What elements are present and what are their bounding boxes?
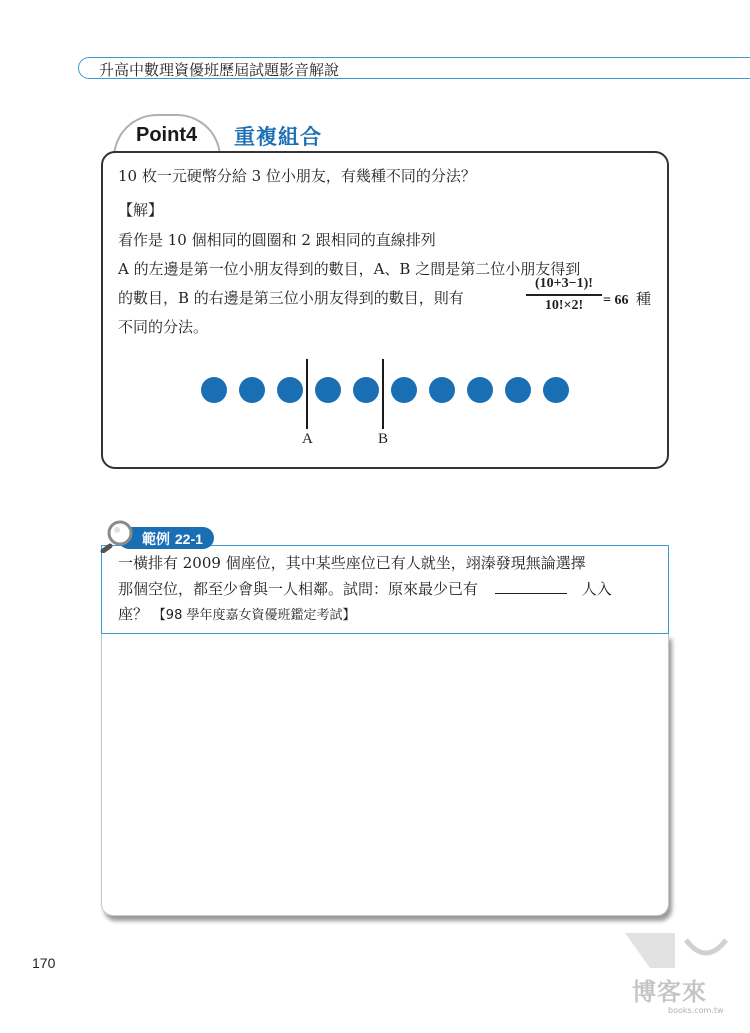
exam-source: 【98 學年度嘉女資優班鑑定考試】 [152,608,356,623]
circle-10 [543,377,569,403]
formula-fraction [526,275,602,315]
example-line-2-end: 人入 [581,580,612,598]
answer-area [101,634,669,916]
solution-line-2: A 的左邊是第一位小朋友得到的數目，A、B 之間是第二位小朋友得到 [118,260,581,278]
solution-line-4: 不同的分法。 [118,318,209,336]
circle-4 [315,377,341,403]
example-line-1: 一橫排有 2009 個座位，其中某些座位已有人就坐，翊溱發現無論選擇 [118,554,586,572]
page-number: 170 [32,955,56,971]
circle-2 [239,377,265,403]
question-text: 10 枚一元硬幣分給 3 位小朋友，有幾種不同的分法？ [118,167,476,185]
watermark-url: books.com.tw [668,1006,724,1015]
example-line-2 [118,579,612,599]
circle-9 [505,377,531,403]
circle-1 [201,377,227,403]
divider-label-b: B [378,431,389,447]
circle-8 [467,377,493,403]
divider-b [382,359,384,429]
answer-blank [495,580,567,594]
solution-line-3: 的數目，B 的右邊是第三位小朋友得到的數目，則有 [118,289,464,307]
circle-6 [391,377,417,403]
section-title: 重複組合 [234,125,322,149]
example-line-2-start: 那個空位，都至少會與一人相鄰。試問：原來最少已有 [118,580,479,598]
formula-numerator: (10+3−1)! [535,276,593,291]
circle-5 [353,377,379,403]
watermark-text: 博客來 [632,978,707,1006]
example-line-3-start: 座？ [118,605,149,623]
book-title: 升高中數理資優班歷屆試題影音解說 [99,61,340,79]
fraction-bar [526,294,602,296]
divider-a [306,359,308,429]
point-tab-label: Point4 [136,124,198,146]
formula-result-value: = 66 [603,293,629,308]
circle-3 [277,377,303,403]
solution-label: 【解】 [118,201,164,219]
solution-line-1: 看作是 10 個相同的圓圈和 2 跟相同的直線排列 [118,231,436,249]
formula-suffix: 種 [635,290,651,308]
circle-7 [429,377,455,403]
running-header [78,57,750,79]
divider-label-a: A [302,431,313,447]
example-badge-number: 22-1 [174,531,203,547]
magnifier-icon [100,519,140,553]
example-badge-prefix: 範例 [142,532,170,548]
example-line-3 [118,604,355,626]
formula-result [603,288,651,309]
formula-denominator: 10!×2! [544,297,584,313]
